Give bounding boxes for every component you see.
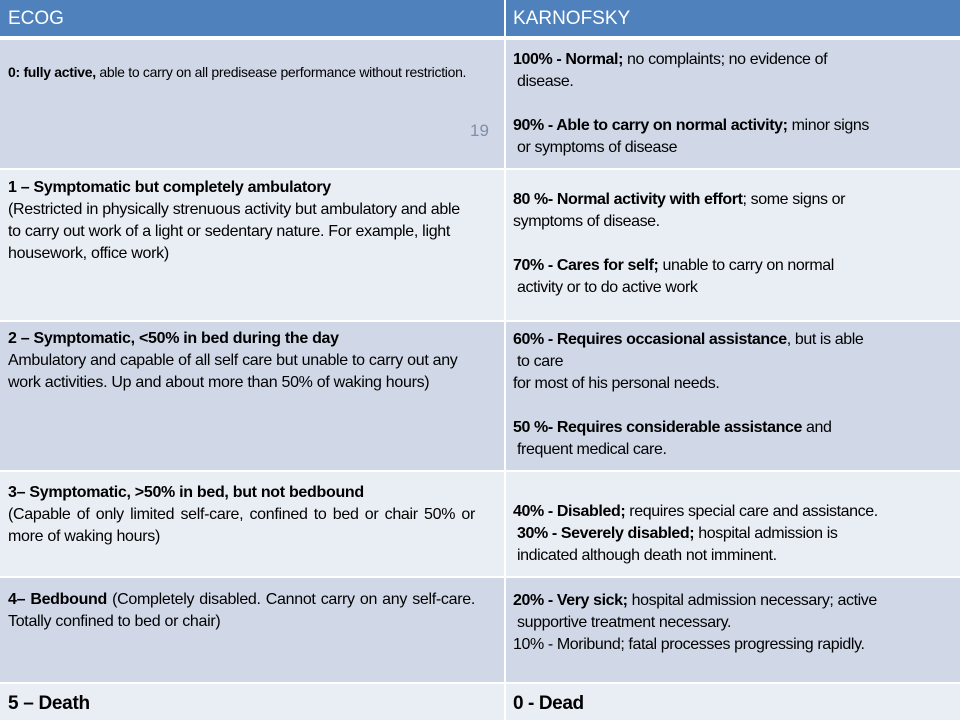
ecog-2-title: 2 – Symptomatic, <50% in bed during the day xyxy=(8,330,339,347)
ecog-row-4 xyxy=(0,578,505,682)
ecog-2-text: Ambulatory and capable of all self care but unable to carry out any work activities. Up and about more than 50% of waking hours) xyxy=(8,352,458,391)
ecog-row-1 xyxy=(0,170,505,320)
ecog-1-title: 1 – Symptomatic but completely ambulatory xyxy=(8,179,331,196)
k60-line: 60% - Requires occasional assistance, but is able xyxy=(513,331,864,348)
ecog-5-title: 5 – Death xyxy=(8,693,90,714)
ecog-row-5 xyxy=(0,684,505,720)
k100-line: 100% - Normal; no complaints; no evidence of xyxy=(513,51,828,68)
ecog-3-title: 3– Symptomatic, >50% in bed, but not bedbound xyxy=(8,484,364,501)
ecog-0-label: 0: fully active, xyxy=(8,64,96,80)
ecog-row-2 xyxy=(0,322,505,470)
ecog-row-3 xyxy=(0,472,505,576)
column-divider xyxy=(504,0,506,720)
karnofsky-dead: 0 - Dead xyxy=(513,693,584,714)
ecog-header: ECOG xyxy=(0,0,505,38)
ecog-row-0 xyxy=(0,40,505,168)
k10-line: 10% - Moribund; fatal processes progressing rapidly. xyxy=(513,636,865,653)
k20-line: 20% - Very sick; hospital admission necessary; active xyxy=(513,592,877,609)
k30-line: 30% - Severely disabled; hospital admission is xyxy=(517,525,838,542)
ecog-4-text: (Completely disabled. Cannot carry on any self-care. Totally confined to bed or chair) xyxy=(8,591,475,630)
k70-line: 70% - Cares for self; unable to carry on normal xyxy=(513,257,834,274)
k80-line: 80 %- Normal activity with effort; some signs or xyxy=(513,191,846,208)
ecog-4-title: 4– Bedbound xyxy=(8,591,108,608)
karnofsky-header: KARNOFSKY xyxy=(505,0,960,38)
ecog-0-text: able to carry on all predisease performance without restriction. xyxy=(95,64,467,80)
ecog-3-text: (Capable of only limited self-care, confined to bed or chair 50% or more of waking hours) xyxy=(8,506,475,545)
k40-line: 40% - Disabled; requires special care and assistance. xyxy=(513,503,878,520)
karnofsky-text: 100% - Normal; no complaints; no evidence of disease. 90% - Able to carry on normal activity; minor signs or symptoms of disease 80 %- Normal activity with effort; some signs or symptoms of disease. 70% - Cares for self; unable to carry on normal activity or to do active work 60% - Requires occasional assistance, but is able to care for most of his personal needs. 50 %- Requires considerable assistance and frequent medical care. 40% - Disabled; requires special care and assistance. 30% - Severely disabled; hospital admission is indicated although death not imminent. 20% - Very sick; hospital admission necessary; active supportive treatment necessary. 10% - Moribund; fatal processes progressing rapidly. xyxy=(505,49,960,656)
page-number: 19 xyxy=(470,121,489,140)
ecog-1-text: (Restricted in physically strenuous activity but ambulatory and able to carry out work of a light or sedentary nature. For example, light housework, office work) xyxy=(8,201,460,262)
k50-line: 50 %- Requires considerable assistance and xyxy=(513,419,832,436)
k90-line: 90% - Able to carry on normal activity; minor signs xyxy=(513,117,870,134)
